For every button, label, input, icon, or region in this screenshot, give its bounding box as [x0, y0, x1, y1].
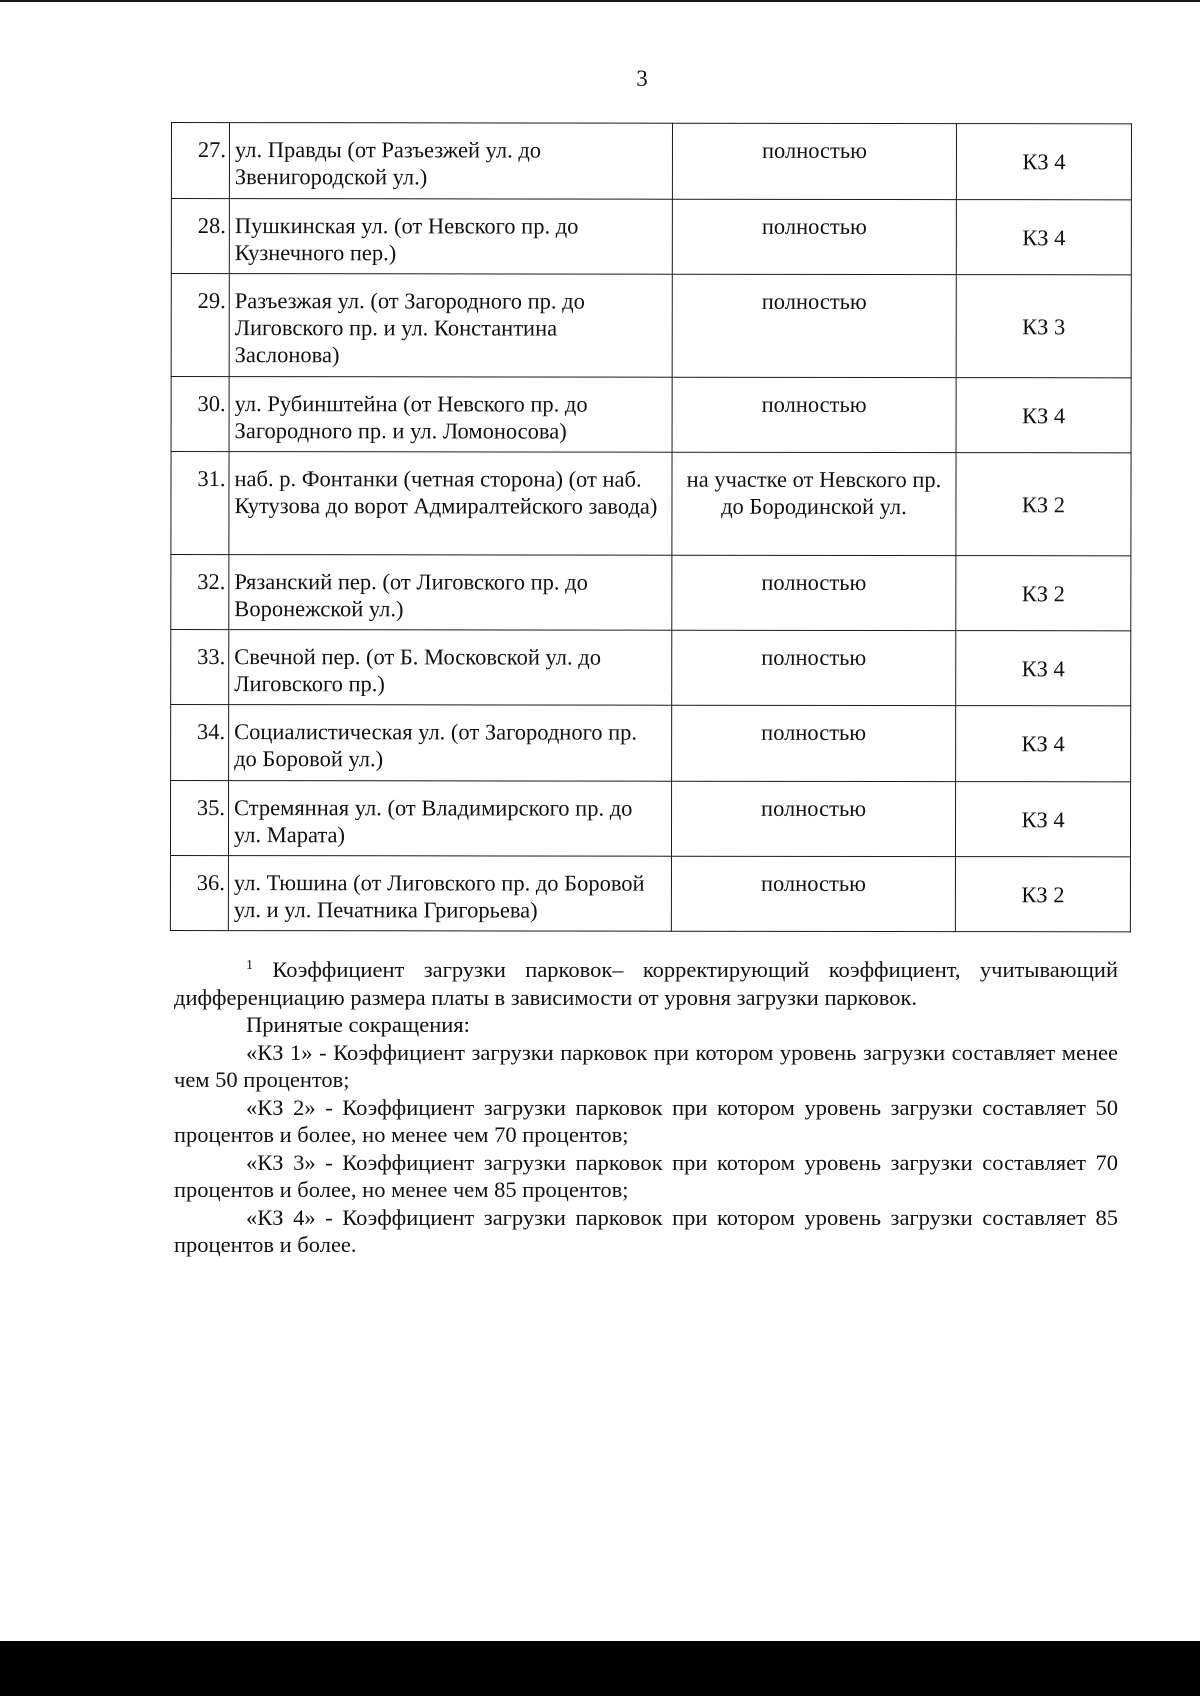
table-row [170, 856, 1130, 932]
streets-table [170, 122, 1132, 932]
street-extent: полностью [672, 630, 956, 705]
street-extent: полностью [671, 781, 955, 856]
load-coefficient: КЗ 2 [956, 453, 1131, 556]
street-name: ул. Рубинштейна (от Невского пр. до Загородного пр. и ул. Ломоносова) [229, 377, 672, 453]
load-coefficient: КЗ 2 [955, 857, 1130, 932]
table-row [171, 630, 1131, 706]
footnote-definition [174, 956, 1118, 1011]
street-extent: полностью [672, 377, 956, 452]
table-row [171, 123, 1131, 200]
street-name: Рязанский пер. (от Лиговского пр. до Воронежской ул.) [229, 555, 672, 631]
row-number: 36. [170, 856, 228, 931]
abbreviation-kz1: «КЗ 1» - Коэффициент загрузки парковок при котором уровень загрузки составляет менее чем 50 процентов; [174, 1039, 1118, 1092]
street-extent: полностью [672, 705, 956, 781]
row-number: 29. [171, 274, 229, 377]
street-name: ул. Тюшина (от Лиговского пр. до Боровой ул. и ул. Печатника Григорьева) [228, 856, 671, 932]
table-row [171, 555, 1131, 631]
street-extent: полностью [672, 555, 956, 630]
street-name: Свечной пер. (от Б. Московской ул. до Лиговского пр.) [229, 630, 672, 706]
table-row [170, 781, 1130, 857]
street-name: Социалистическая ул. (от Загородного пр. до Боровой ул.) [229, 705, 672, 782]
street-name: наб. р. Фонтанки (четная сторона) (от наб. Кутузова до ворот Адмиралтейского завода) [229, 452, 672, 556]
load-coefficient: КЗ 4 [956, 631, 1131, 706]
table-row [171, 377, 1131, 453]
street-extent: на участке от Невского пр. до Бородинской ул. [672, 452, 956, 555]
row-number: 28. [171, 199, 229, 274]
footnote-text: Коэффициент загрузки парковок– корректирующий коэффициент, учитывающий дифференциацию размера платы в зависимости от уровня загрузки парковок. [174, 957, 1118, 1010]
load-coefficient: КЗ 4 [956, 706, 1131, 782]
row-number: 30. [171, 377, 229, 452]
street-name: Разъезжая ул. (от Загородного пр. до Лиговского пр. и ул. Константина Заслонова) [229, 274, 672, 378]
footnotes [174, 956, 1118, 1259]
table-row [171, 199, 1131, 275]
abbreviation-kz3: «КЗ 3» - Коэффициент загрузки парковок при котором уровень загрузки составляет 70 процентов и более, но менее чем 85 процентов; [174, 1149, 1118, 1202]
load-coefficient: КЗ 4 [955, 782, 1130, 857]
abbreviation-kz4: «КЗ 4» - Коэффициент загрузки парковок при котором уровень загрузки составляет 85 процентов и более. [174, 1204, 1118, 1257]
abbreviation-kz2: «КЗ 2» - Коэффициент загрузки парковок при котором уровень загрузки составляет 50 процентов и более, но менее чем 70 процентов; [174, 1094, 1118, 1147]
street-extent: полностью [672, 123, 956, 199]
scan-top-edge [0, 0, 1200, 2]
table-row [171, 705, 1131, 782]
row-number: 27. [171, 123, 229, 199]
abbreviations-heading: Принятые сокращения: [246, 1012, 470, 1037]
scan-bottom-edge [0, 1641, 1200, 1696]
load-coefficient: КЗ 4 [956, 124, 1131, 200]
row-number: 32. [171, 555, 229, 630]
street-extent: полностью [672, 199, 956, 274]
street-extent: полностью [672, 274, 956, 377]
load-coefficient: КЗ 4 [956, 200, 1131, 275]
page-number: 3 [636, 66, 648, 91]
table-row [171, 274, 1131, 378]
footnote-mark: 1 [246, 958, 253, 973]
load-coefficient: КЗ 4 [956, 378, 1131, 453]
street-name: Пушкинская ул. (от Невского пр. до Кузнечного пер.) [229, 199, 672, 275]
street-extent: полностью [671, 856, 955, 931]
street-name: Стремянная ул. (от Владимирского пр. до ул. Марата) [228, 781, 671, 857]
row-number: 35. [170, 781, 228, 856]
row-number: 34. [171, 705, 229, 781]
load-coefficient: КЗ 3 [956, 275, 1131, 378]
row-number: 31. [171, 452, 229, 555]
street-name: ул. Правды (от Разъезжей ул. до Звенигородской ул.) [229, 123, 672, 200]
table-row [171, 452, 1131, 556]
load-coefficient: КЗ 2 [956, 556, 1131, 631]
row-number: 33. [171, 630, 229, 705]
